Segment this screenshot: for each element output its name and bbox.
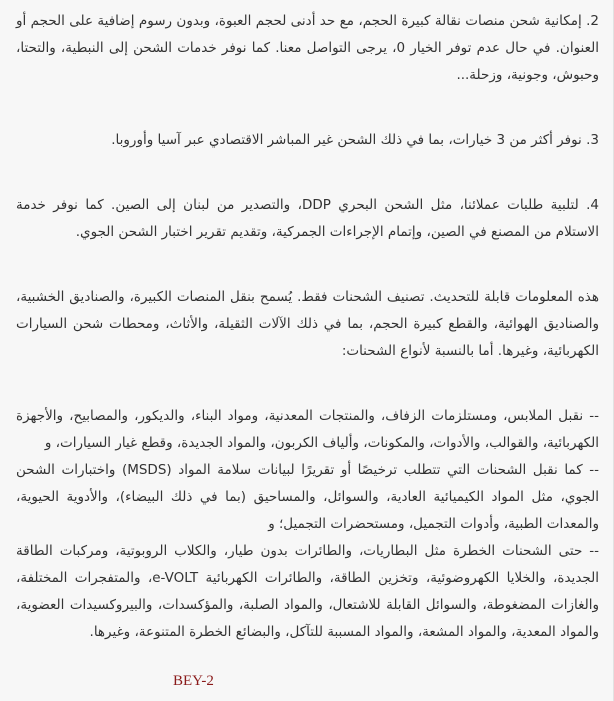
paragraph-licensed-goods: -- كما نقبل الشحنات التي تتطلب ترخيصًا أو تقريرًا لبيانات سلامة المواد (MSDS) واختبارات الشحن الجوي، مثل المواد الكيميائية العادية، والسوائل، والمساحيق (بما في ذلك البيضاء)، والأدوية الحيوية، والمعدات الطبية، وأدوات التجميل، ومستحضرات التجميل؛ و (16, 462, 599, 532)
paragraph-accepted-goods: -- نقبل الملابس، ومستلزمات الزفاف، والمنتجات المعدنية، ومواد البناء، والديكور، والمصابيح، والأجهزة الكهربائية، والقوالب، والأدوات، والمكونات، وألياف الكربون، والمواد الجديدة، وقطع غيار السيارات، و (16, 408, 599, 451)
paragraph-spacer (16, 365, 599, 403)
paragraph-spacer (16, 154, 599, 192)
paragraph-item-2: 2. إمكانية شحن منصات نقالة كبيرة الحجم، مع حد أدنى لحجم العبوة، وبدون رسوم إضافية على الحجم أو العنوان. في حال عدم توفر الخيار 0، يرجى التواصل معنا. كما نوفر خدمات الشحن إلى النبطية، والتحتا، وحبوش، وجونية، وزحلة... (16, 13, 599, 83)
document-body (16, 8, 599, 646)
page-code-label: BEY-2 (173, 673, 214, 689)
paragraph-spacer (16, 246, 599, 284)
paragraph-item-4: 4. لتلبية طلبات عملائنا، مثل الشحن البحري DDP، والتصدير من لبنان إلى الصين. كما نوفر خدمة الاستلام من المصنع في الصين، وإتمام الإجراءات الجمركية، وتقديم تقرير اختبار الشحن الجوي. (16, 197, 599, 240)
paragraph-update-notice: هذه المعلومات قابلة للتحديث. تصنيف الشحنات فقط. يُسمح بنقل المنصات الكبيرة، والصناديق الخشبية، والصناديق الهوائية، والقطع كبيرة الحجم، بما في ذلك الآلات الثقيلة، والأثاث، ومحطات شحن السيارات الكهربائية، وغيرها. أما بالنسبة لأنواع الشحنات: (16, 289, 599, 359)
paragraph-dangerous-goods: -- حتى الشحنات الخطرة مثل البطاريات، والطائرات بدون طيار، والكلاب الروبوتية، ومركبات الطاقة الجديدة، والخلايا الكهروضوئية، وتخزين الطاقة، والطائرات الكهربائية e-VOLT، والمتفجرات المختلفة، والغازات المضغوطة، والسوائل القابلة للاشتعال، والمواد الصلبة، والمؤكسدات، والبيروكسيدات العضوية، والمواد المعدية، والمواد المشعة، والمواد المسببة للتآكل، والبضائع الخطرة المتنوعة، وغيرها. (16, 543, 599, 640)
paragraph-item-3: 3. نوفر أكثر من 3 خيارات، بما في ذلك الشحن غير المباشر الاقتصادي عبر آسيا وأوروبا. (111, 132, 599, 148)
paragraph-spacer (16, 89, 599, 127)
